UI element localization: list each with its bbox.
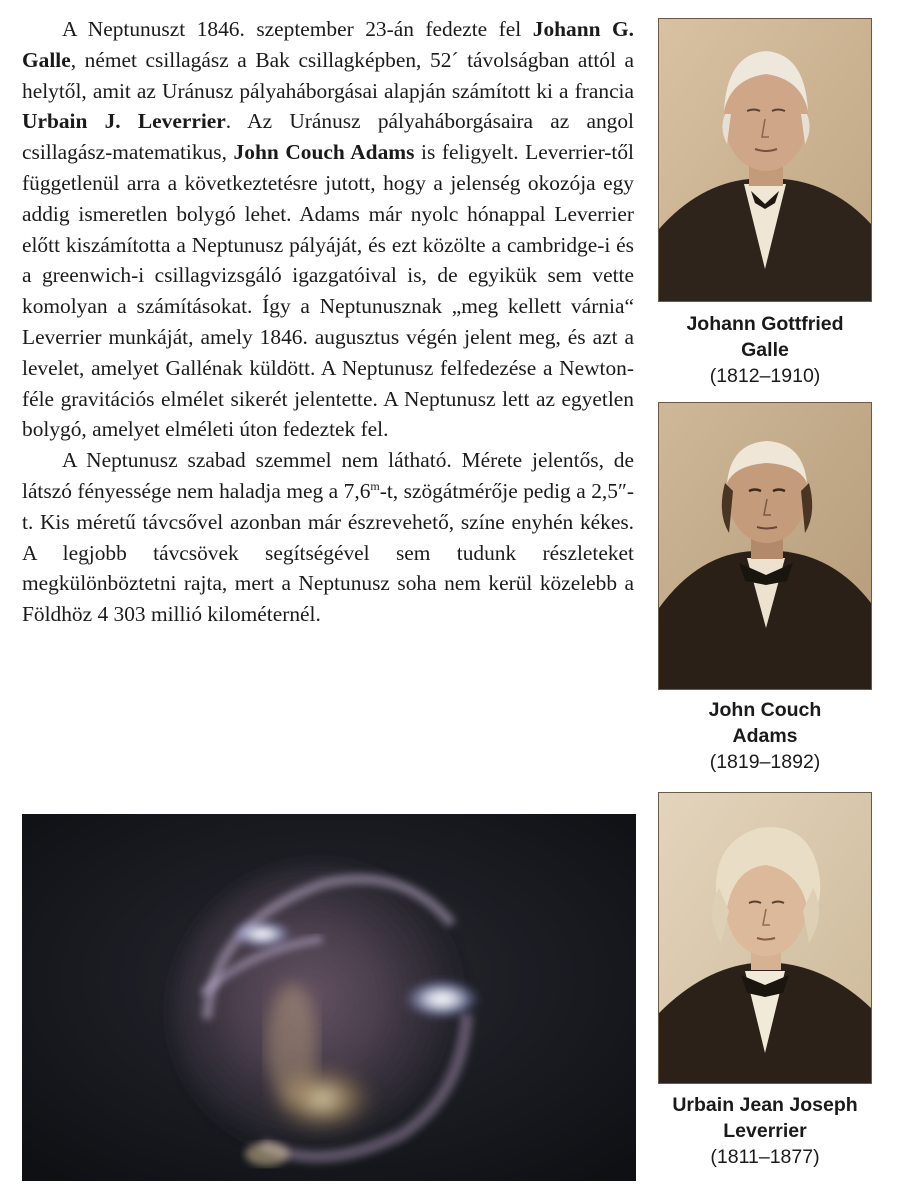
bold-name: Urbain J. Leverrier <box>22 109 226 134</box>
text-segment: -t, szögátmérője pedig a 2,5″-t. Kis méretű távcsővel azonban már észrevehető, színe enyhén kékes. A legjobb távcsövek segítségével sem tudunk részleteket megkülönböztetni rajta, mert a Neptunusz soha nem kerül közelebb a Földhöz 4 303 millió kilométernél. <box>22 478 634 627</box>
portrait-name: Adams <box>732 725 798 747</box>
portrait-years: (1812–1910) <box>709 365 821 387</box>
caption-galle <box>640 311 890 389</box>
text-segment: , német csillagász a Bak csillagképben, 52´ távolságban attól a helytől, amit az Uránusz pályaháborgásai alapján számított ki a francia <box>22 47 634 103</box>
text-segment: is feligyelt. Leverrier-től függetlenül arra a következtetésre jutott, hogy a jelenség okozója egy addig ismeretlen bolygó lehet. Adams már nyolc hónappal Leverrier előtt kiszámította a Neptunusz pályáját, és ezt közölte a cambridge-i és a greenwich-i csillagvizsgáló igazgatóival is, de egyikük sem vette komolyan a számításokat. Így a Neptunusznak „meg kellett várnia“ Leverrier munkáját, amely 1846. augusztus végén jelent meg, és azt a levelet, amelyet Gallénak küldött. A Neptunusz felfedezése a Newton-féle gravitációs elmélet sikerét jelentette. A Neptunusz lett az egyetlen bolygó, amelyet elméleti úton fedeztek fel. <box>22 140 634 442</box>
article-text <box>22 14 634 630</box>
portrait-adams <box>658 402 872 690</box>
superscript: m <box>370 478 380 493</box>
text-segment: A Neptunuszt 1846. szeptember 23-án fedezte fel <box>62 17 533 41</box>
portrait-name: John Couch <box>708 699 822 721</box>
portrait-name: Galle <box>741 339 789 361</box>
paragraph-discovery <box>22 14 634 445</box>
text-segment: A Neptunusz szabad szemmel nem látható. Mérete jelentős, de látszó fényessége nem haladja meg a 7,6 <box>22 448 634 503</box>
portrait-years: (1819–1892) <box>709 751 821 773</box>
caption-leverrier <box>640 1092 890 1170</box>
paragraph-visibility <box>22 445 634 630</box>
text-segment: . Az Uránusz pályaháborgásaira az angol csillagász-matematikus, <box>22 109 634 165</box>
caption-adams <box>640 697 890 775</box>
neptune-photo <box>22 814 636 1181</box>
bold-name: Johann G. Galle <box>22 17 635 72</box>
portrait-name: Johann Gottfried <box>686 313 844 335</box>
portrait-galle <box>658 18 872 302</box>
portrait-years: (1811–1877) <box>710 1146 820 1168</box>
portrait-leverrier <box>658 792 872 1084</box>
portrait-name: Leverrier <box>723 1120 807 1142</box>
bold-name: John Couch Adams <box>233 140 415 165</box>
portrait-name: Urbain Jean Joseph <box>672 1094 858 1116</box>
